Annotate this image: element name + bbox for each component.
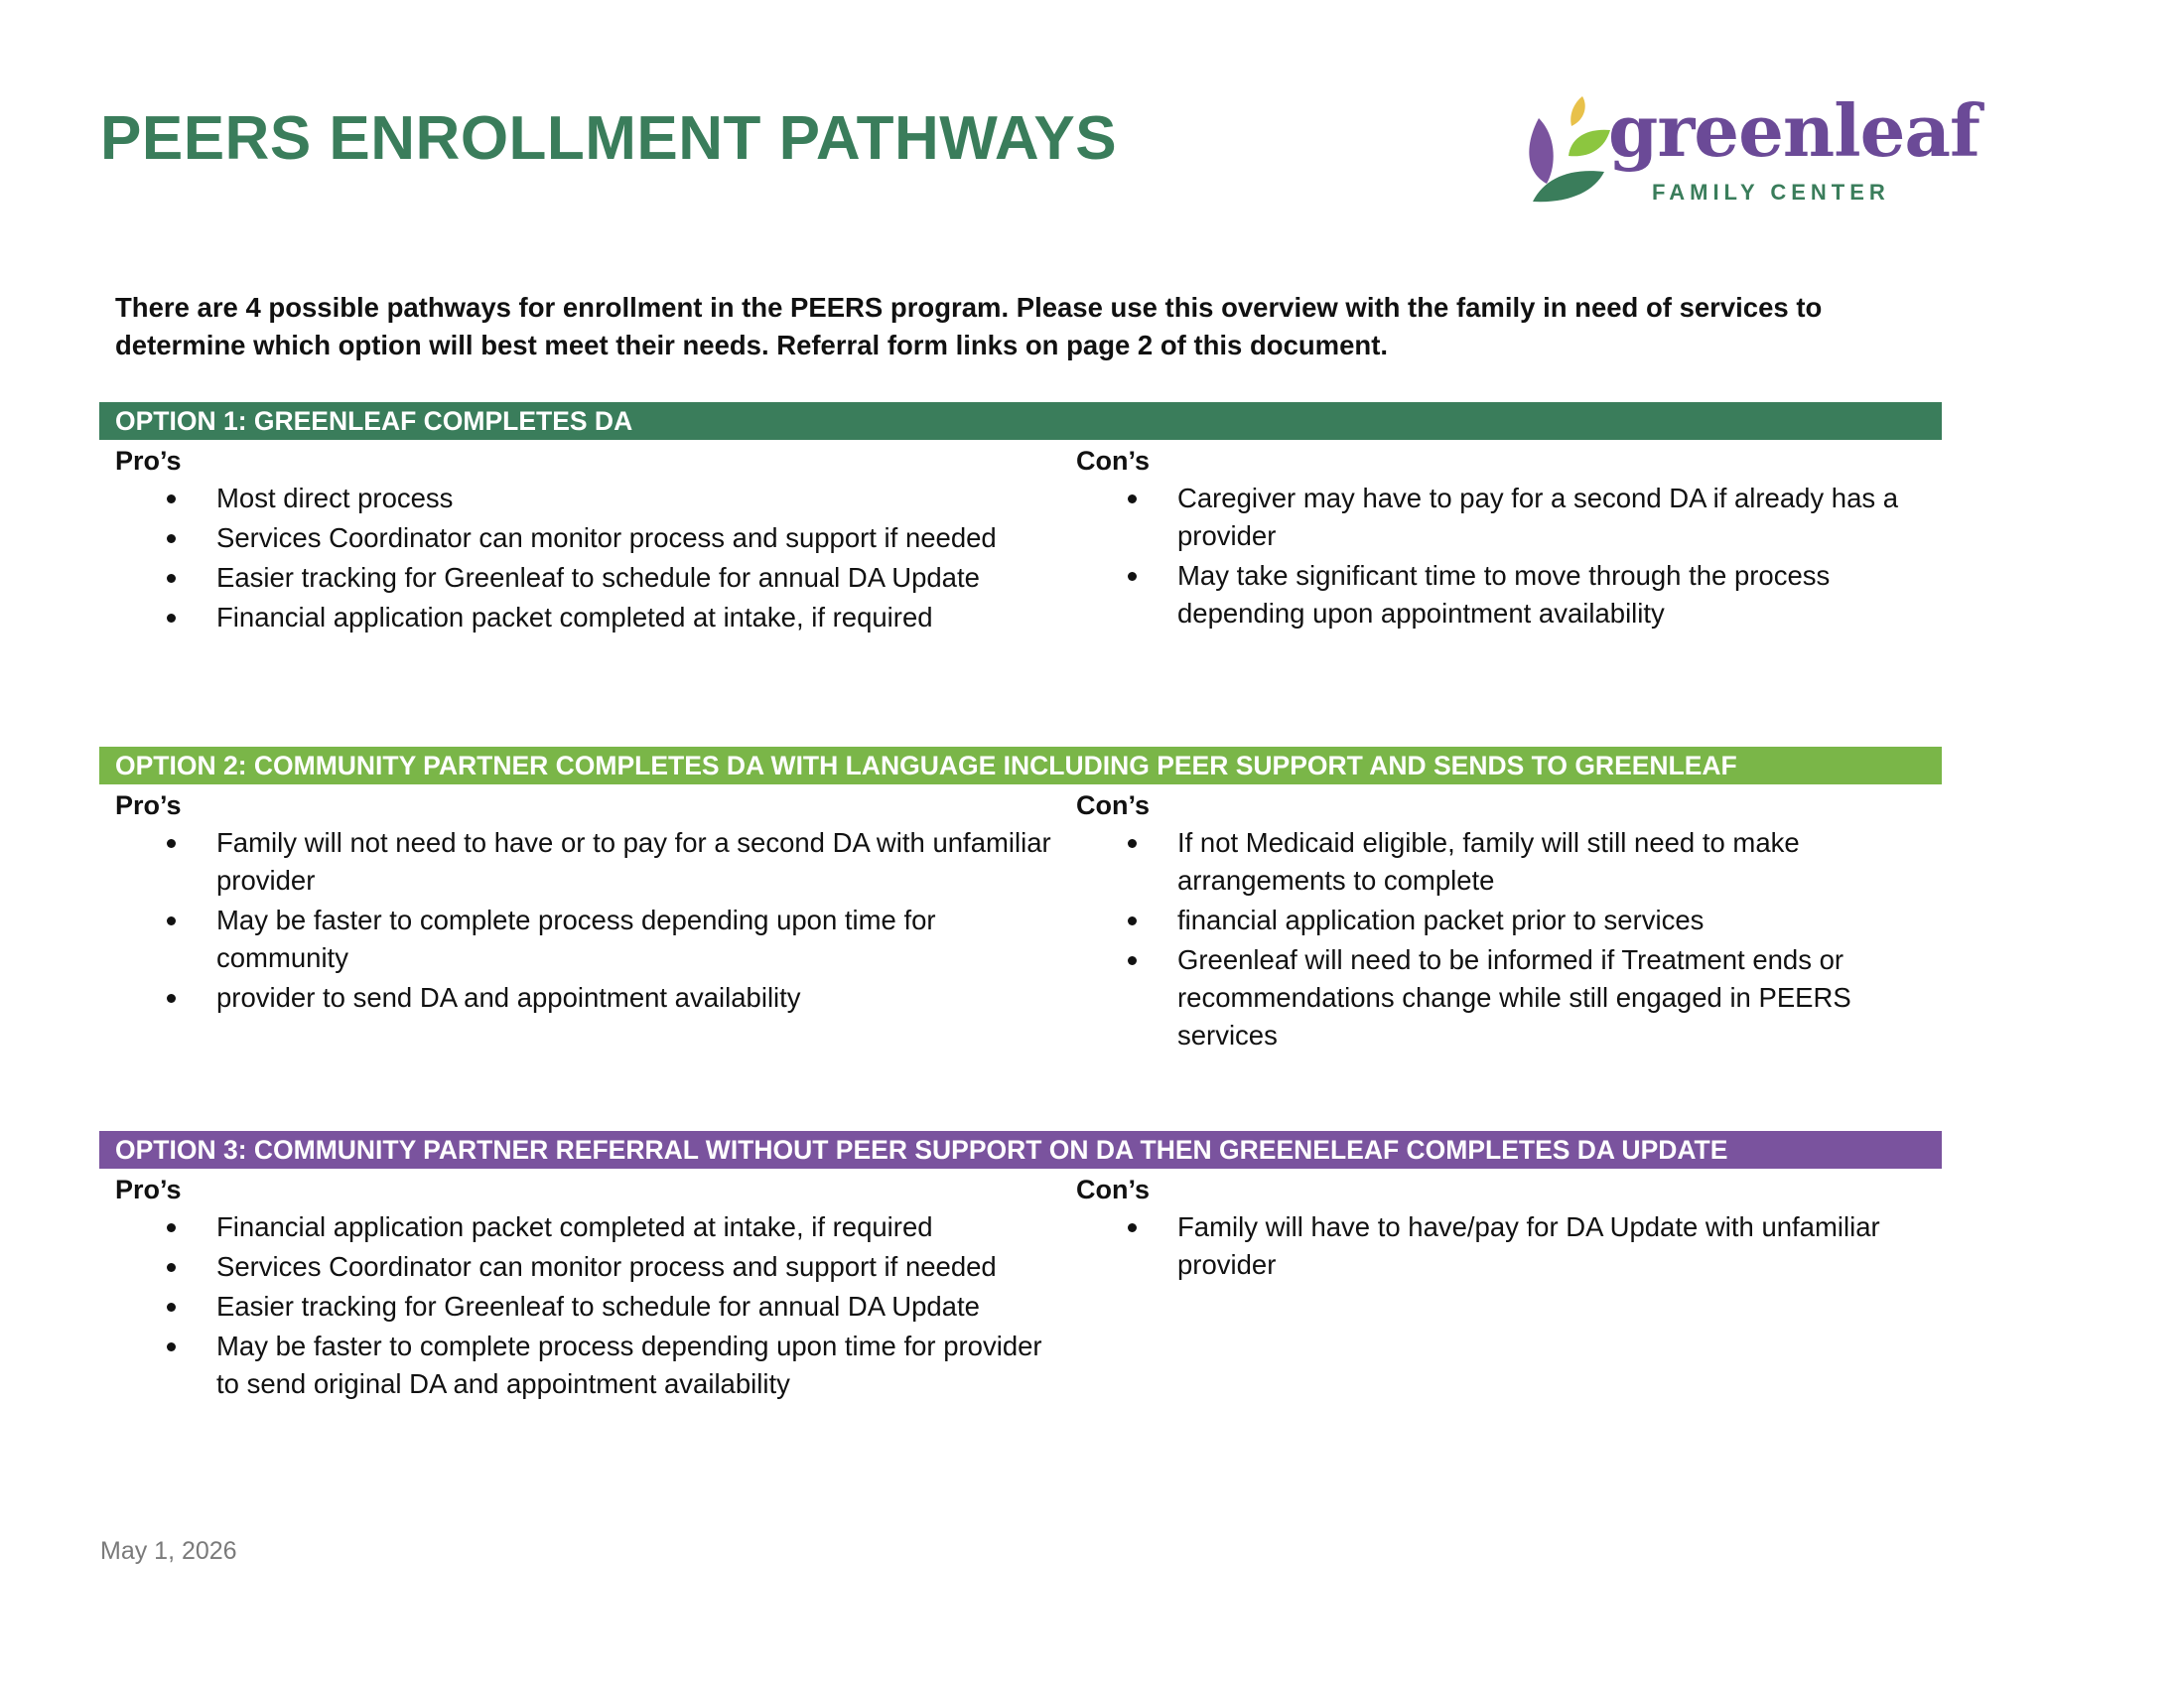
list-item: Financial application packet completed at intake, if required	[115, 1208, 1058, 1246]
leaf-logo-icon	[1517, 94, 1616, 204]
option-2-pros	[115, 784, 1058, 1019]
list-item: Caregiver may have to pay for a second DA if already has a provider	[1076, 480, 1940, 555]
greenleaf-logo	[1517, 88, 1980, 213]
pros-label: Pro’s	[115, 790, 182, 820]
list-item: provider to send DA and appointment availability	[115, 979, 1058, 1017]
option-1-pros	[115, 440, 1058, 638]
option-2-heading: OPTION 2: COMMUNITY PARTNER COMPLETES DA WITH LANGUAGE INCLUDING PEER SUPPORT AND SENDS TO GREENLEAF	[99, 747, 1942, 784]
list-item: May be faster to complete process depending upon time for community	[115, 902, 1058, 977]
option-3-pros	[115, 1169, 1058, 1405]
list-item: Financial application packet completed at intake, if required	[115, 599, 1058, 636]
cons-label: Con’s	[1076, 446, 1150, 476]
list-item: Most direct process	[115, 480, 1058, 517]
list-item: May take significant time to move through the process depending upon appointment availability	[1076, 557, 1940, 633]
list-item: If not Medicaid eligible, family will still need to make arrangements to complete	[1076, 824, 1940, 900]
list-item: Easier tracking for Greenleaf to schedule for annual DA Update	[115, 1288, 1058, 1326]
list-item: Family will not need to have or to pay for a second DA with unfamiliar provider	[115, 824, 1058, 900]
logo-tagline: FAMILY CENTER	[1652, 180, 1890, 205]
list-item: Services Coordinator can monitor process and support if needed	[115, 1248, 1058, 1286]
option-1-section	[99, 402, 1942, 633]
option-3-cons	[1076, 1169, 1940, 1286]
option-1-cons	[1076, 440, 1940, 634]
option-2-section	[99, 747, 1942, 1051]
list-item: Family will have to have/pay for DA Update with unfamiliar provider	[1076, 1208, 1940, 1284]
list-item: Greenleaf will need to be informed if Treatment ends or recommendations change while still engaged in PEERS services	[1076, 941, 1940, 1055]
pros-label: Pro’s	[115, 1175, 182, 1204]
list-item: May be faster to complete process depending upon time for provider to send original DA and appointment availability	[115, 1328, 1058, 1403]
logo-wordmark: greenleaf	[1608, 88, 1980, 173]
option-2-cons	[1076, 784, 1940, 1056]
list-item: Easier tracking for Greenleaf to schedule for annual DA Update	[115, 559, 1058, 597]
list-item: financial application packet prior to services	[1076, 902, 1940, 939]
option-1-heading: OPTION 1: GREENLEAF COMPLETES DA	[99, 402, 1942, 440]
intro-paragraph: There are 4 possible pathways for enrollment in the PEERS program. Please use this overview with the family in need of services to determine which option will best meet their needs. Referral form links on page 2 of this document.	[115, 292, 1823, 360]
option-3-section	[99, 1131, 1942, 1399]
pros-label: Pro’s	[115, 446, 182, 476]
footer-date: May 1, 2026	[100, 1537, 237, 1565]
option-3-heading: OPTION 3: COMMUNITY PARTNER REFERRAL WITHOUT PEER SUPPORT ON DA THEN GREENELEAF COMPLETES DA UPDATE	[99, 1131, 1942, 1169]
cons-label: Con’s	[1076, 790, 1150, 820]
cons-label: Con’s	[1076, 1175, 1150, 1204]
page-title: PEERS ENROLLMENT PATHWAYS	[100, 104, 1118, 173]
list-item: Services Coordinator can monitor process and support if needed	[115, 519, 1058, 557]
